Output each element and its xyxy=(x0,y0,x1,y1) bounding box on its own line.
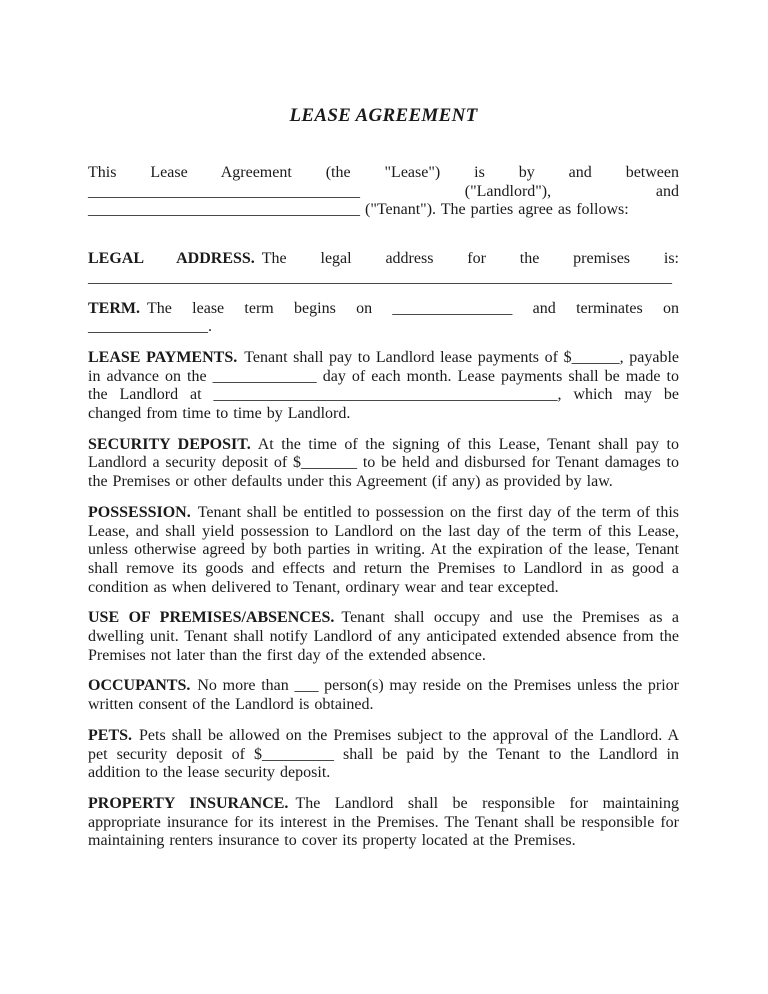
intro-paragraph: This Lease Agreement (the "Lease") is by and between __________________________________ ("Landlord"), and __________________________________ ("Tenant"). The parties agree as follows: xyxy=(88,164,679,219)
section-heading-legal-address: LEGAL ADDRESS. xyxy=(88,250,255,268)
section-security-deposit xyxy=(88,436,679,492)
section-pets xyxy=(88,727,679,783)
section-body-term: The lease term begins on _______________ and terminates on _______________. xyxy=(88,299,679,336)
section-possession xyxy=(88,504,679,598)
section-heading-property-insurance: PROPERTY INSURANCE. xyxy=(88,794,289,812)
section-body-lease-payments: Tenant shall pay to Landlord lease payments of $______, payable in advance on the _____________ day of each month. Lease payments shall be made to the Landlord at ___________________________________________, which may be changed from time to time by Landlord. xyxy=(88,348,680,423)
section-body-pets: Pets shall be allowed on the Premises subject to the approval of the Landlord. A pet security deposit of $_________ shall be paid by the Tenant to the Landlord in addition to the lease security deposit. xyxy=(88,726,679,782)
section-heading-pets: PETS. xyxy=(88,726,133,744)
section-heading-possession: POSSESSION. xyxy=(88,503,191,521)
section-term xyxy=(88,300,679,337)
section-lease-payments xyxy=(88,349,679,424)
section-heading-lease-payments: LEASE PAYMENTS. xyxy=(88,348,238,366)
section-use-of-premises xyxy=(88,609,679,665)
document-title: LEASE AGREEMENT xyxy=(289,105,478,126)
section-legal-address xyxy=(88,250,679,287)
section-body-use-of-premises: Tenant shall occupy and use the Premises as a dwelling unit. Tenant shall notify Landlord of any anticipated extended absence from the Premises not later than the first day of the extended absence. xyxy=(88,609,680,664)
section-body-occupants: No more than ___ person(s) may reside on the Premises unless the prior written consent of the Landlord is obtained. xyxy=(88,677,679,714)
section-heading-occupants: OCCUPANTS. xyxy=(88,677,191,695)
section-body-possession: Tenant shall be entitled to possession on the first day of the term of this Lease, and shall yield possession to Landlord on the last day of the term of this Lease, unless otherwise agreed by both parties in writing. At the expiration of the lease, Tenant shall remove its goods and effects and return the Premises to Landlord in as good a condition as when delivered to Tenant, ordinary wear and tear excepted. xyxy=(88,503,679,596)
section-body-property-insurance: The Landlord shall be responsible for maintaining appropriate insurance for its interest in the Premises. The Tenant shall be responsible for maintaining renters insurance to cover its property located at the Premises. xyxy=(88,794,680,850)
section-heading-use-of-premises: USE OF PREMISES/ABSENCES. xyxy=(88,609,335,627)
section-heading-security-deposit: SECURITY DEPOSIT. xyxy=(88,435,251,453)
section-body-legal-address: The legal address for the premises is: _________________________________________________________________________ xyxy=(88,250,679,286)
section-heading-term: TERM. xyxy=(88,299,140,317)
section-property-insurance xyxy=(88,795,679,851)
section-body-security-deposit: At the time of the signing of this Lease, Tenant shall pay to Landlord a security deposit of $_______ to be held and disbursed for Tenant damages to the Premises or other defaults under this Agreement (if any) as provided by law. xyxy=(88,435,679,491)
section-occupants xyxy=(88,677,679,714)
